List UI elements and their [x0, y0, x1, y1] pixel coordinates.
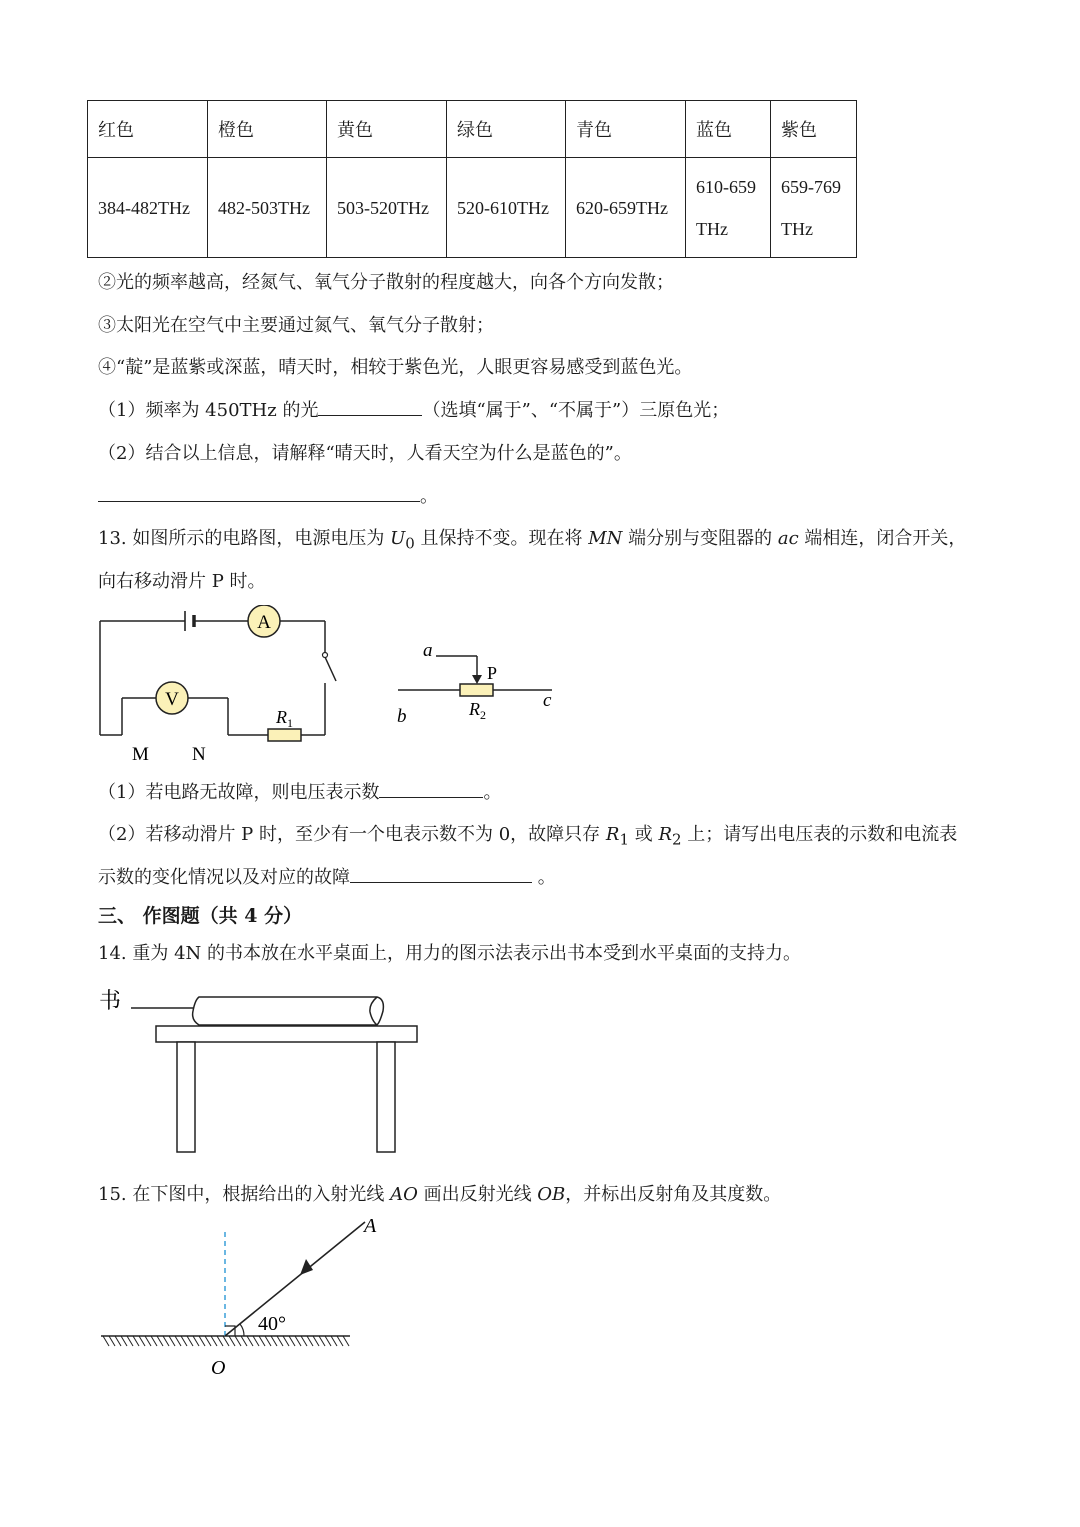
- r1-label: $R_1$: [276, 707, 293, 730]
- q13-question-line2: 向右移动滑片 P 时。: [98, 571, 266, 592]
- answer-blank[interactable]: [379, 781, 483, 798]
- hatch-line: [283, 1336, 289, 1346]
- hatch-line: [151, 1336, 157, 1346]
- q12-part2: （2）结合以上信息，请解释“晴天时，人看天空为什么是蓝色的”。: [98, 443, 632, 464]
- hatch-line: [331, 1336, 337, 1346]
- hatch-line: [319, 1336, 325, 1346]
- q13-part2-line2: 示数的变化情况以及对应的故障 。: [98, 867, 556, 888]
- section-heading: 三、 作图题（共 4 分）: [98, 905, 303, 927]
- table-top: [156, 1026, 417, 1042]
- q12-answer-line: 。: [98, 482, 438, 508]
- mirror-hatch: [103, 1336, 349, 1346]
- hatch-line: [205, 1336, 211, 1346]
- hatch-line: [301, 1336, 307, 1346]
- hatch-line: [109, 1336, 115, 1346]
- q12-part1: （1）频率为 450THz 的光 （选填“属于”、“不属于”）三原色光；: [98, 400, 730, 421]
- hatch-line: [121, 1336, 127, 1346]
- q15-question: 15. 在下图中，根据给出的入射光线 AO 画出反射光线 OB，并标出反射角及其度数。: [98, 1184, 782, 1205]
- hatch-line: [175, 1336, 181, 1346]
- switch-contact: [323, 653, 328, 658]
- hatch-line: [133, 1336, 139, 1346]
- hatch-line: [145, 1336, 151, 1346]
- hatch-line: [163, 1336, 169, 1346]
- angle-label: 40°: [258, 1313, 286, 1335]
- ray-arrow-icon: [300, 1259, 313, 1275]
- hatch-line: [265, 1336, 271, 1346]
- hatch-line: [271, 1336, 277, 1346]
- hatch-line: [253, 1336, 259, 1346]
- incident-ray: [225, 1222, 365, 1336]
- hatch-line: [277, 1336, 283, 1346]
- header-cell: 红色: [88, 101, 208, 158]
- note-2: ②光的频率越高，经氮气、氧气分子散射的程度越大，向各个方向发散；: [98, 272, 674, 293]
- q13-part2: （2）若移动滑片 P 时，至少有一个电表示数不为 0，故障只存 $R_1$ 或 $R_2$ 上；请写出电压表的示数和电流表: [98, 824, 958, 849]
- hatch-line: [103, 1336, 109, 1346]
- hatch-line: [169, 1336, 175, 1346]
- answer-blank[interactable]: [350, 866, 532, 883]
- slider-p-label: P: [487, 663, 498, 683]
- hatch-line: [199, 1336, 205, 1346]
- switch: [325, 657, 336, 681]
- hatch-line: [307, 1336, 313, 1346]
- hatch-line: [295, 1336, 301, 1346]
- hatch-line: [229, 1336, 235, 1346]
- header-cell: 蓝色: [686, 101, 771, 158]
- rheostat-r2: [460, 684, 493, 696]
- point-o-label: O: [211, 1357, 226, 1379]
- answer-blank[interactable]: [318, 399, 422, 416]
- hatch-line: [247, 1336, 253, 1346]
- hatch-line: [223, 1336, 229, 1346]
- value-cell: 520-610THz: [447, 158, 566, 258]
- reflection-diagram: [95, 1212, 395, 1382]
- hatch-line: [235, 1336, 241, 1346]
- answer-blank[interactable]: [98, 485, 420, 502]
- hatch-line: [211, 1336, 217, 1346]
- hatch-line: [181, 1336, 187, 1346]
- hatch-line: [115, 1336, 121, 1346]
- book-label: 书: [99, 988, 122, 1013]
- table-leg: [377, 1042, 395, 1152]
- book-icon: [193, 997, 384, 1025]
- header-cell: 橙色: [208, 101, 327, 158]
- resistor-r1: [268, 729, 301, 741]
- q13-question: 13. 如图所示的电路图，电源电压为 $U_0$ 且保持不变。现在将 MN 端分别与变阻器的 ac 端相连，闭合开关，: [98, 528, 967, 553]
- slider-arrow-icon: [472, 675, 482, 684]
- value-cell: 610-659 THz: [686, 158, 771, 258]
- note-3: ③太阳光在空气中主要通过氮气、氧气分子散射；: [98, 315, 494, 336]
- value-cell: 659-769 THz: [771, 158, 857, 258]
- value-cell: 384-482THz: [88, 158, 208, 258]
- terminal-b-label: b: [397, 706, 407, 727]
- hatch-line: [289, 1336, 295, 1346]
- header-cell: 黄色: [327, 101, 447, 158]
- hatch-line: [127, 1336, 133, 1346]
- value-cell: 482-503THz: [208, 158, 327, 258]
- frequency-table: [87, 100, 857, 258]
- hatch-line: [325, 1336, 331, 1346]
- terminal-m-label: M: [132, 744, 149, 765]
- terminal-n-label: N: [192, 744, 206, 765]
- hatch-line: [193, 1336, 199, 1346]
- hatch-line: [313, 1336, 319, 1346]
- r2-label: $R_2$: [469, 699, 486, 722]
- q13-part1: （1）若电路无故障，则电压表示数 。: [98, 782, 502, 803]
- hatch-line: [157, 1336, 163, 1346]
- table-value-row: [88, 158, 857, 258]
- point-a-label: A: [364, 1215, 377, 1237]
- header-cell: 青色: [566, 101, 686, 158]
- header-cell: 绿色: [447, 101, 566, 158]
- hatch-line: [343, 1336, 349, 1346]
- hatch-line: [187, 1336, 193, 1346]
- circuit-diagram: [90, 605, 570, 770]
- hatch-line: [217, 1336, 223, 1346]
- ammeter-label: A: [257, 612, 271, 633]
- hatch-line: [259, 1336, 265, 1346]
- angle-arc: [240, 1324, 244, 1336]
- hatch-line: [139, 1336, 145, 1346]
- note-4: ④“靛”是蓝紫或深蓝，晴天时，相较于紫色光，人眼更容易感受到蓝色光。: [98, 357, 693, 378]
- terminal-c-label: c: [543, 690, 552, 711]
- hatch-line: [337, 1336, 343, 1346]
- header-cell: 紫色: [771, 101, 857, 158]
- value-cell: 503-520THz: [327, 158, 447, 258]
- table-header-row: [88, 101, 857, 158]
- book-table-diagram: [95, 982, 435, 1157]
- table-leg: [177, 1042, 195, 1152]
- hatch-line: [241, 1336, 247, 1346]
- value-cell: 620-659THz: [566, 158, 686, 258]
- terminal-a-label: a: [423, 640, 433, 661]
- q14-question: 14. 重为 4N 的书本放在水平桌面上，用力的图示法表示出书本受到水平桌面的支持力。: [98, 943, 801, 964]
- voltmeter-label: V: [165, 689, 179, 710]
